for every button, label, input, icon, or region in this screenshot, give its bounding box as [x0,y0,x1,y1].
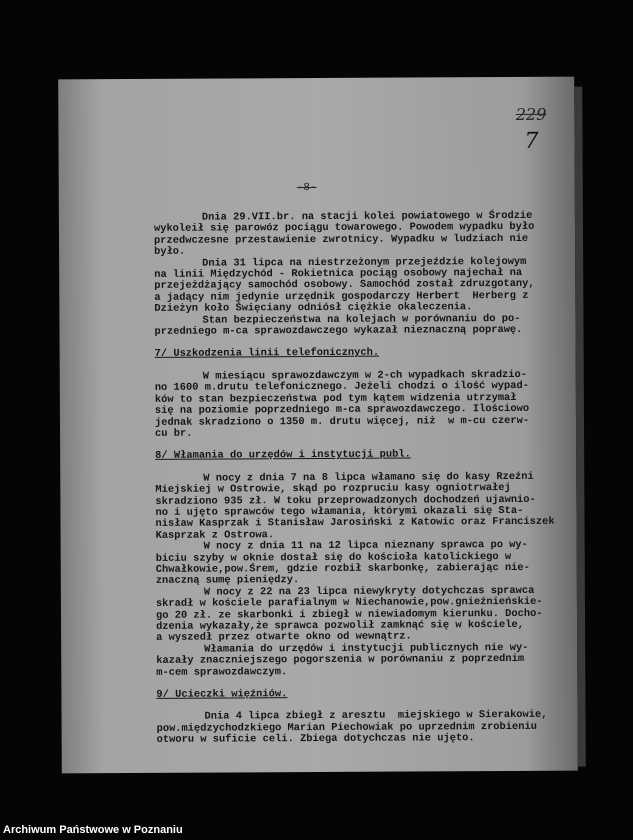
text-line: przedwczesne przestawienie zwrotnicy. Wypadku w ludziach nie [154,232,529,247]
document-text [154,211,557,747]
text-line: kazały znaczniejszego pogorszenia w porównaniu z poprzednim [156,653,525,668]
text-line: pow.międzychodzkiego Marian Piechowiak po uprzednim zrobieniu [156,720,537,735]
text-line: cu br. [155,427,193,440]
text-line: dzenia wykazały,że sprawca pozwolił zamknąć się w kościele, [156,618,524,633]
text-line: biciu szyby w oknie dostał się do kościoła katolickiego w [155,550,512,565]
text-line: się na poziomie poprzedniego m-ca sprawozdawczego. Ilościowo [154,402,530,417]
text-line: Dnia 4 lipca zbiegł z aresztu miejskiego w Sierakowie, [204,709,548,724]
text-line: znaczną sumę pieniędzy. [155,574,300,588]
top-page-mark: -8- [296,182,317,195]
text-line: a jadący nim jedynie urzędnik gospodarczy Herbert Herberg z [154,289,529,304]
text-line: Włamania do urzędów i instytucji publicznych nie wy- [204,641,529,656]
text-line: W nocy z 22 na 23 lipca niewykryty dotychczas sprawca [203,584,535,599]
text-line: było. [154,245,186,259]
document-page [58,77,578,774]
section-heading: 7/ Uszkodzenia linii telefonicznych. [154,347,380,361]
text-line: nisław Kasprzak i Stanisław Jarosiński z Katowic oraz Franciszek [155,516,555,531]
text-line: W miesiącu sprawozdawczym w 2-ch wypadkach skradzio- [202,368,528,383]
section-heading: 9/ Ucieczki więźniów. [156,688,288,701]
old-page-number: 229 [515,104,547,124]
archive-footer: Archiwum Państwowe w Poznaniu [3,824,183,836]
text-line: W nocy z dnia 11 na 12 lipca nieznany sprawca po wy- [203,539,528,553]
text-line: W nocy z dnia 7 na 8 lipca włamano się do kasy Rzeźni [203,470,534,485]
text-line: jednak skradziono o 1350 m. drutu więcej, niż w m-cu czerw- [154,414,530,429]
text-line: no i ujęto sprawców tego włamania, którymi okazali się Sta- [155,504,524,519]
text-line: Miejskiej w Ostrowie, skąd po rozpruciu kasy ogniotrwałej [155,482,511,496]
text-line: Dnia 31 lipca na niestrzeżonym przejeździe kolejowym [202,255,527,270]
text-line: skradł w kościele parafialnym w Niechanowie,pow.gnieźnieńskie- [155,596,543,611]
text-line: Dzieżyn koło Święciany odniósł ciężkie okaleczenia. [154,301,473,316]
text-line: Stan bezpieczeństwa na kolejach w porównaniu do po- [202,312,521,327]
text-line: przejeżdżający samochód osobowy. Samochód został zdruzgotany, [154,278,535,293]
text-line: a wyszedł przez otwarte okno od wewnątrz. [156,630,412,645]
page-number: 7 [524,128,539,154]
text-line: Chwałkowie,pow.Śrem, gdzie rozbił skarbonkę, zabierając nie- [155,561,530,576]
text-line: ków to stan bezpieczeństwa pod tym kątem widzenia utrzymał [154,391,517,406]
page-edge [574,87,586,767]
text-line: m-cem sprawozdawczym. [156,665,288,679]
text-line: Dnia 29.VII.br. na stacji kolei powiatowego w Środzie [201,209,533,224]
text-line: go 20 zł. ze skarbonki i zbiegł w niewiadomym kierunku. Docho- [155,607,543,622]
text-line: przedniego m-ca sprawozdawczego wykazał nieznaczną poprawę. [154,323,523,338]
text-line: otworu w suficie celi. Zbiega dotychczas nie ujęto. [156,732,475,747]
text-line: skradziono 935 zł. W toku przeprowadzonych dochodzeń ujawnio- [155,493,536,508]
text-line: wykoleił się parowóz pociągu towarowego. Powodem wypadku było [153,221,535,236]
section-heading: 8/ Włamania do urzędów i instytucji publ. [155,448,411,463]
text-line: na linii Międzychód - Rokietnica pociąg osobowy najechał na [154,266,523,281]
text-line: Kasprzak z Ostrowa. [155,528,275,542]
text-line: no 1600 m.drutu telefonicznego. Jeżeli chodzi o ilość wypad- [154,380,529,395]
